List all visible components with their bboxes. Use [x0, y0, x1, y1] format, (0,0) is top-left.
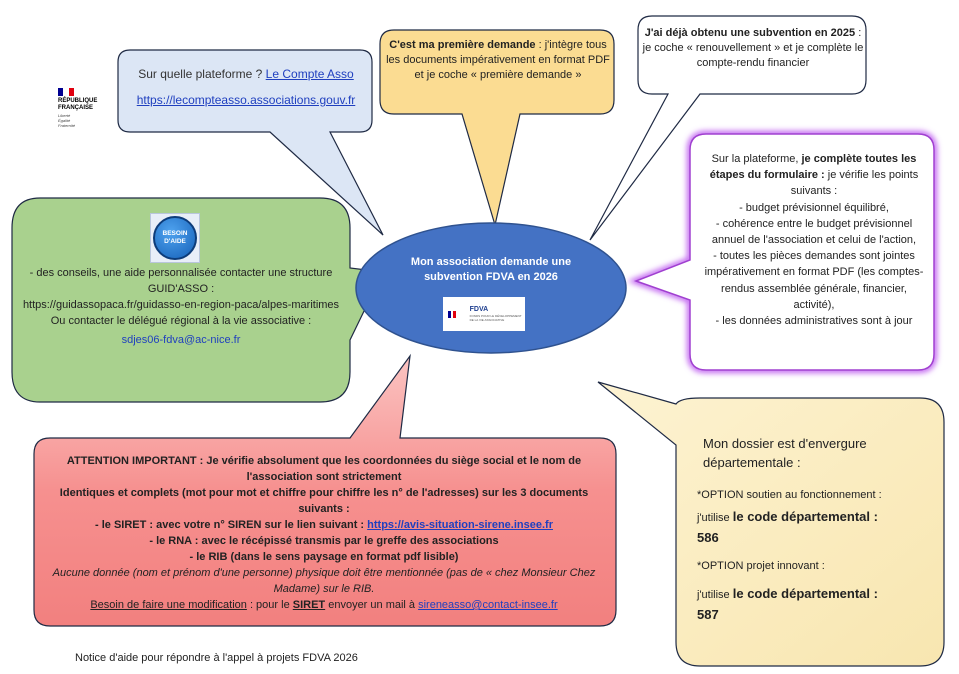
center-title: Mon association demande une subvention FDVA en 2026	[410, 256, 572, 283]
fdva-logo-sub: FONDS POUR LE DÉVELOPPEMENT DE LA VIE ASSOCIATIVE	[469, 314, 522, 322]
help-url: https://guidassopaca.fr/guidasso-en-region-paca/alpes-maritimes	[22, 299, 340, 311]
option-2-bold: le code départemental :	[732, 586, 878, 601]
form-steps-intro: Sur la plateforme,	[711, 153, 802, 165]
renewal-bold: J'ai déjà obtenu une subvention en 2025	[644, 27, 856, 39]
form-steps-intro-end: je vérifie les points suivants :	[790, 169, 919, 198]
attention-rib: - le RIB (dans le sens paysage en format pdf lisible)	[189, 551, 459, 563]
first-request-bold: C'est ma première demande	[389, 39, 536, 51]
attention-italic: Aucune donnée (nom et prénom d'une personne) physique doit être mentionnée (pas de « chez Monsieur Chez Madame) sur le RIB.	[52, 567, 596, 595]
attention-text	[44, 453, 604, 613]
fdva-logo-label: FDVA	[469, 306, 489, 313]
form-steps-text	[700, 151, 928, 329]
option-2-label: *OPTION projet innovant :	[697, 560, 825, 572]
platform-url-link[interactable]: https://lecompteasso.associations.gouv.fr	[136, 93, 356, 107]
attention-p1: ATTENTION IMPORTANT : Je vérifie absolument que les coordonnées du siège social et le nom de l'association sont strictement	[66, 455, 582, 483]
footer-note: Notice d'aide pour répondre à l'appel à projets FDVA 2026	[75, 652, 358, 664]
flag-icon	[448, 311, 456, 318]
attention-siret: - le SIRET : avec votre n° SIREN sur le lien suivant :	[95, 519, 368, 531]
modif-email-link[interactable]: sireneasso@contact-insee.fr	[418, 599, 558, 611]
help-line-1: - des conseils, une aide personnalisée contacter une structure GUID'ASSO :	[29, 267, 333, 295]
modif-siret: SIRET	[292, 599, 326, 611]
departmental-title: Mon dossier est d'envergure départementale :	[703, 436, 867, 470]
logo-motto-3: Fraternité	[58, 123, 76, 128]
form-step-item: - toutes les pièces demandes sont jointes impérativement en format PDF (les comptes- rendus assemblée générale, financier, activité),	[704, 250, 924, 311]
modif-text: : pour le	[246, 599, 293, 611]
fdva-logo	[443, 297, 525, 331]
option-1-code: 586	[697, 530, 719, 545]
renewal-body: : je coche « renouvellement » et je complète le compte-rendu financier	[642, 27, 864, 69]
logo-motto-1: Liberté	[58, 113, 71, 118]
help-email[interactable]: sdjes06-fdva@ac-nice.fr	[121, 334, 241, 346]
renewal-text	[642, 26, 864, 71]
option-1-bold: le code départemental :	[732, 509, 878, 524]
attention-rna: - le RNA : avec le récépissé transmis par le greffe des associations	[149, 535, 499, 547]
siret-link[interactable]: https://avis-situation-sirene.insee.fr	[367, 519, 553, 531]
republique-francaise-logo	[58, 88, 118, 128]
platform-text	[122, 66, 370, 108]
option-2-prefix: j'utilise	[697, 589, 733, 601]
first-request-text	[384, 38, 612, 83]
modif-label: Besoin de faire une modification	[90, 599, 247, 611]
help-badge-icon	[150, 213, 200, 263]
center-ellipse	[356, 223, 626, 353]
logo-name-1: RÉPUBLIQUE	[58, 98, 98, 104]
platform-site-link[interactable]: Le Compte Asso	[265, 67, 354, 81]
modif-text-2: envoyer un mail à	[325, 599, 419, 611]
first-request-body: : j'intègre tous les documents impérativement en format PDF et je coche « première demande »	[386, 39, 610, 81]
form-step-item: - les données administratives sont à jour	[715, 315, 913, 328]
flag-icon	[58, 88, 74, 96]
help-line-2: Ou contacter le délégué régional à la vie associative :	[50, 315, 312, 327]
option-2-code: 587	[697, 607, 719, 622]
logo-motto-2: Égalité	[58, 118, 71, 123]
departmental-text	[697, 434, 933, 622]
attention-p2: Identiques et complets (mot pour mot et chiffre pour chiffre les n° de l'adresses) sur les 3 documents suivants :	[59, 487, 589, 515]
option-1-label: *OPTION soutien au fonctionnement :	[697, 489, 882, 501]
logo-name-2: FRANÇAISE	[58, 105, 94, 111]
option-1-prefix: j'utilise	[697, 512, 733, 524]
platform-question: Sur quelle plateforme ?	[138, 67, 263, 81]
help-text	[22, 265, 340, 348]
form-steps-intro-bold: je complète toutes les étapes du formulaire :	[709, 153, 917, 182]
form-step-item: - budget prévisionnel équilibré,	[739, 201, 889, 214]
help-badge-label: BESOIN D'AIDE	[153, 216, 197, 260]
form-step-item: - cohérence entre le budget prévisionnel annuel de l'association et celui de l'action,	[711, 217, 917, 247]
